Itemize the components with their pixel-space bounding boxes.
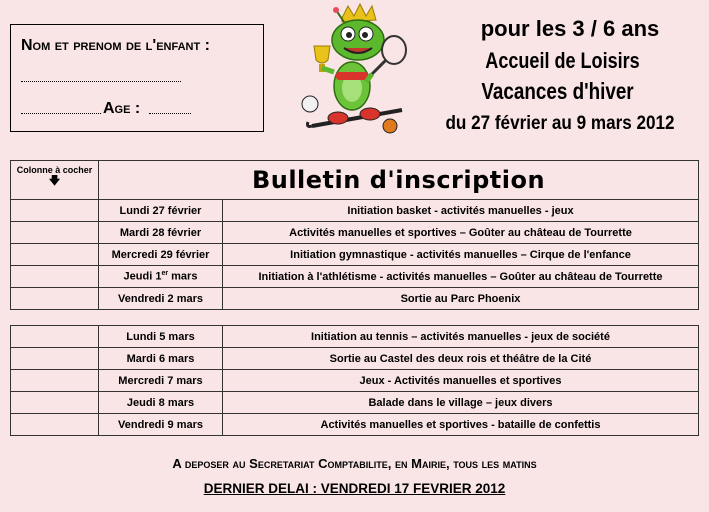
activity-cell: Initiation au tennis – activités manuelles - jeux de société [223, 326, 699, 348]
table-header-row [11, 161, 699, 200]
table-row [11, 370, 699, 392]
vacances-heading: Vacances d'hiver [481, 78, 634, 104]
table-row [11, 348, 699, 370]
deadline-notice: DERNIER DELAI : VENDREDI 17 FEVRIER 2012 [203, 481, 506, 496]
table-row [11, 392, 699, 414]
table-row [11, 414, 699, 436]
checkbox-cell[interactable] [11, 370, 99, 392]
arrow-down-icon: 🡇 [48, 175, 61, 187]
checkbox-cell[interactable] [11, 222, 99, 244]
day-cell: Jeudi 1er mars [99, 266, 223, 288]
checkbox-cell[interactable] [11, 392, 99, 414]
child-name-field[interactable] [21, 81, 181, 82]
checkbox-cell[interactable] [11, 348, 99, 370]
day-cell: Mercredi 29 février [99, 244, 223, 266]
day-cell: Vendredi 9 mars [99, 414, 223, 436]
table-row [11, 222, 699, 244]
deposit-instructions: A deposer au Secretariat Comptabilite, en Mairie, tous les matins [172, 456, 537, 471]
day-cell: Mardi 6 mars [99, 348, 223, 370]
frog-mascot-icon [292, 2, 412, 148]
schedule-table-week2 [10, 325, 699, 436]
day-cell: Lundi 5 mars [99, 326, 223, 348]
table-row [11, 244, 699, 266]
check-column-label: Colonne à cocher [16, 165, 93, 175]
table-row [11, 288, 699, 310]
accueil-heading: Accueil de Loisirs [485, 48, 640, 73]
day-cell: Lundi 27 février [99, 200, 223, 222]
child-name-field-2[interactable] [21, 113, 101, 114]
checkbox-cell[interactable] [11, 244, 99, 266]
checkbox-cell[interactable] [11, 414, 99, 436]
day-cell: Vendredi 2 mars [99, 288, 223, 310]
check-column-header [11, 161, 99, 200]
activity-cell: Initiation à l'athlétisme - activités manuelles – Goûter au château de Tourrette [223, 266, 699, 288]
dates-heading: du 27 février au 9 mars 2012 [445, 113, 675, 134]
child-name-label: Nom et prenom de l'enfant : [21, 37, 210, 54]
child-info-box [10, 24, 264, 132]
day-cell: Mercredi 7 mars [99, 370, 223, 392]
activity-cell: Sortie au Parc Phoenix [223, 288, 699, 310]
checkbox-cell[interactable] [11, 200, 99, 222]
activity-cell: Activités manuelles et sportives - bataille de confettis [223, 414, 699, 436]
age-label: Age : [103, 100, 141, 117]
day-cell: Mardi 28 février [99, 222, 223, 244]
activity-cell: Sortie au Castel des deux rois et théâtre de la Cité [223, 348, 699, 370]
activity-cell: Balade dans le village – jeux divers [223, 392, 699, 414]
schedule-table-week1 [10, 160, 699, 310]
activity-cell: Initiation gymnastique - activités manuelles – Cirque de l'enfance [223, 244, 699, 266]
checkbox-cell[interactable] [11, 326, 99, 348]
day-cell: Jeudi 8 mars [99, 392, 223, 414]
table-row [11, 200, 699, 222]
activity-cell: Initiation basket - activités manuelles - jeux [223, 200, 699, 222]
age-range-heading: pour les 3 / 6 ans [480, 16, 660, 41]
checkbox-cell[interactable] [11, 288, 99, 310]
table-row [11, 326, 699, 348]
activity-cell: Jeux - Activités manuelles et sportives [223, 370, 699, 392]
table-row [11, 266, 699, 288]
activity-cell: Activités manuelles et sportives – Goûter au château de Tourrette [223, 222, 699, 244]
form-title: Bulletin d'inscription [99, 161, 699, 200]
checkbox-cell[interactable] [11, 266, 99, 288]
age-field[interactable] [149, 113, 191, 114]
